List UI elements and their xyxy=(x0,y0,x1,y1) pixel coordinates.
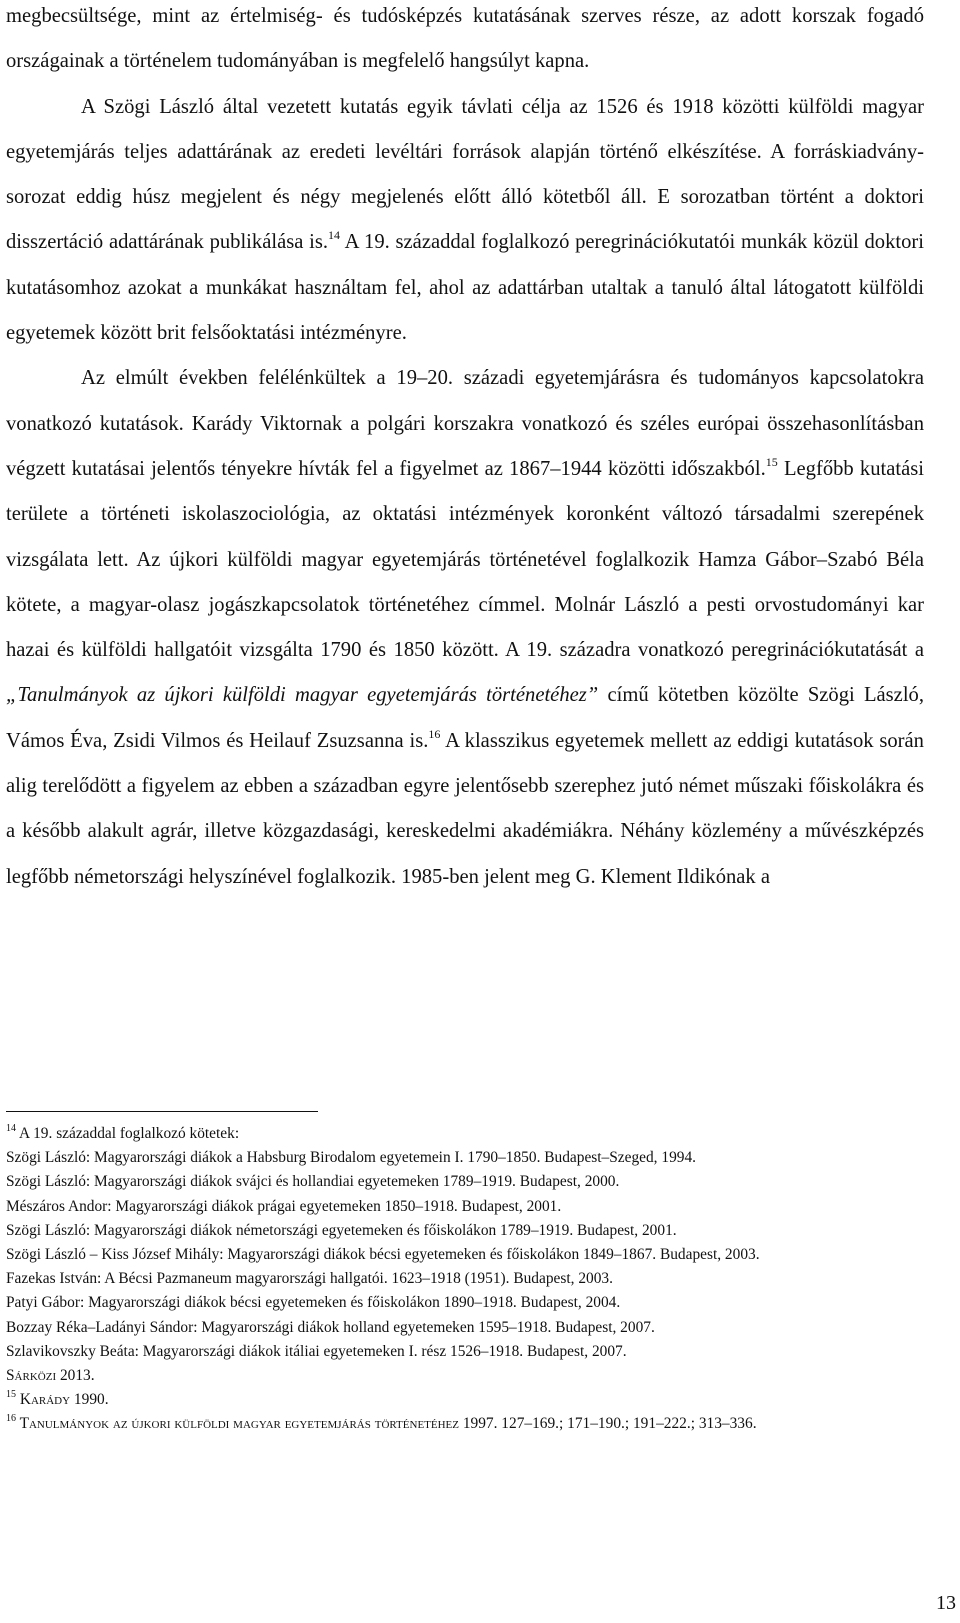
footnote-14-entry: Szögi László: Magyarországi diákok németországi egyetemeken és főiskolákon 1789–1919. Budapest, 2001. xyxy=(6,1221,677,1239)
footnote-14-entry: Fazekas István: A Bécsi Pazmaneum magyarországi hallgatói. 1623–1918 (1951). Budapest, 2003. xyxy=(6,1270,613,1288)
footnote-16-pages: 1997. 127–169.; 171–190.; 191–222.; 313–336. xyxy=(458,1415,757,1433)
paragraph-3-text-a: Az elmúlt években felélénkültek a 19–20. századi egyetemjárásra és tudományos kapcsolatokra vonatkozó kutatások. Karády Viktornak a polgári korszakra vonatkozó és széles európai összehasonlításban végzett kutatásai jelentős tényekre hívták fel a figyelmet az 1867–1944 közötti időszakból. xyxy=(6,367,924,480)
footnote-14-entry: Mészáros Andor: Magyarországi diákok prágai egyetemeken 1850–1918. Budapest, 2001. xyxy=(6,1197,562,1215)
footnote-14-number: 14 xyxy=(6,1123,16,1134)
paragraph-2-text-a: A Szögi László által vezetett kutatás egyik távlati célja az 1526 és 1918 közötti külföldi magyar egyetemjárás teljes adattárának az eredeti levéltári források alapján történő elkészítése. A forráskiadvány-sorozat eddig húsz megjelent és négy megjelenés előtt álló kötetből áll. E sorozatban történt a doktori disszertáció adattárának publikálása is. xyxy=(6,95,924,254)
footnotes xyxy=(6,1122,924,1437)
footnote-14-entry: Szögi László: Magyarországi diákok a Habsburg Birodalom egyetemein I. 1790–1850. Budapest–Szeged, 1994. xyxy=(6,1149,697,1167)
paragraph-3-text-b: Legfőbb kutatási területe a történeti iskolaszociológia, az oktatási intézmények koronként változó társadalmi szerepének vizsgálata lett. Az újkori külföldi magyar egyetemjárás történetével foglalkozik Hamza Gábor–Szabó Béla kötete, a magyar-olasz jogászkapcsolatok történetéhez címmel. Molnár László a pesti orvostudományi kar hazai és külföldi hallgatóit vizsgálta 1790 és 1850 között. A 19. századra vonatkozó peregrinációkutatását a xyxy=(6,457,924,662)
footnote-16-number: 16 xyxy=(6,1413,16,1425)
page-number: 13 xyxy=(936,1592,956,1614)
footnote-separator xyxy=(6,1111,318,1112)
footnote-15-text: Karády 1990. xyxy=(16,1391,109,1409)
footnote-14-entry: Patyi Gábor: Magyarországi diákok bécsi egyetemeken és főiskolákon 1890–1918. Budapest, 2004. xyxy=(6,1294,621,1312)
paragraph-3 xyxy=(6,356,924,900)
paragraph-2 xyxy=(6,85,924,357)
footnote-ref-16[interactable]: 16 xyxy=(428,726,441,741)
footnote-ref-14[interactable]: 14 xyxy=(327,228,340,243)
footnote-14-entry: Szlavikovszky Beáta: Magyarországi diákok itáliai egyetemeken I. rész 1526–1918. Budapest, 2007. xyxy=(6,1342,627,1360)
paragraph-3-text-d: A klasszikus egyetemek mellett az eddigi kutatások során alig terelődött a figyelem az ebben a században egyre jelentősebb szerephez jutó német műszaki főiskolákra és a később alakult agrár, illetve közgazdasági, kereskedelmi akadémiákra. Néhány közlemény a művészképzés legfőbb németországi helyszínével foglalkozik. 1985-ben jelent meg G. Klement Ildikónak a xyxy=(6,729,924,888)
footnote-14-line: A 19. századdal foglalkozó kötetek: xyxy=(16,1125,240,1142)
footnote-16 xyxy=(6,1412,924,1436)
footnote-14-entry: Szögi László – Kiss József Mihály: Magyarországi diákok bécsi egyetemeken és főiskolákon 1849–1867. Budapest, 2003. xyxy=(6,1246,760,1264)
paragraph-1 xyxy=(6,0,924,85)
footnote-14-entry: Szögi László: Magyarországi diákok svájci és hollandiai egyetemeken 1789–1919. Budapest, 2000. xyxy=(6,1173,620,1191)
book-title: „Tanulmányok az újkori külföldi magyar egyetemjárás történetéhez” xyxy=(6,684,599,707)
footnote-16-title: Tanulmányok az újkori külföldi magyar egyetemjárás történetéhez xyxy=(16,1415,459,1433)
paragraph-3-text-c: című kötetben közölte Szögi László, Vámos Éva, Zsidi Vilmos és Heilauf Zsuzsanna is. xyxy=(6,684,924,752)
paragraph-1-text: megbecsültsége, mint az értelmiség- és tudósképzés kutatásának szerves része, az adott korszak fogadó országainak a történelem tudományában is megfelelő hangsúlyt kapna. xyxy=(6,5,924,73)
paragraph-2-text-b: A 19. századdal foglalkozó peregrinációkutatói munkák közül doktori kutatásomhoz azokat a munkákat használtam fel, ahol az adattárban utaltak a tanuló által látogatott külföldi egyetemek között brit felsőoktatási intézményre. xyxy=(6,231,924,345)
footnote-15-number: 15 xyxy=(6,1389,16,1401)
footnote-14-entry: Bozzay Réka–Ladányi Sándor: Magyarországi diákok holland egyetemeken 1595–1918. Budapest, 2007. xyxy=(6,1318,655,1336)
footnote-14-tail: Sárközi 2013. xyxy=(6,1367,95,1385)
footnote-14-heading xyxy=(6,1122,924,1146)
footnote-ref-15[interactable]: 15 xyxy=(765,454,778,469)
footnote-15 xyxy=(6,1388,924,1412)
body-text xyxy=(6,0,924,900)
